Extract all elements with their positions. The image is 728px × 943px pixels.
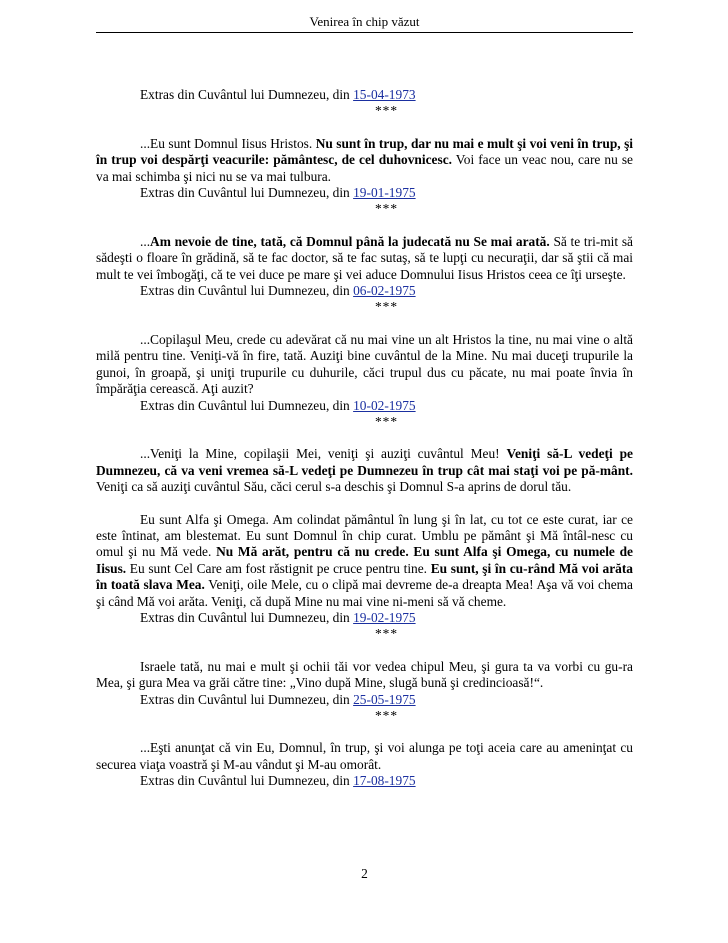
paragraph: ...Am nevoie de tine, tată, că Domnul până la judecată nu Se mai arată. Să te tri-mit să sădeşti o floare în grădină, să te fac doctor, să te fac sutaş, să te lupţi cu necuraţii, dar să ştii că mai mult te vei îmbogăţi, că te vei duce pe mare şi vei aduce Domnului Iisus Hristos ceea ce îţi urseşte. bbox=[96, 233, 633, 282]
extract-citation: Extras din Cuvântul lui Dumnezeu, din 15-04-1973 bbox=[140, 87, 416, 102]
date-link[interactable]: 10-02-1975 bbox=[353, 397, 416, 413]
paragraph: ...Veniţi la Mine, copilaşii Mei, veniţi şi auziţi cuvântul Meu! Veniţi să-L vedeţi pe Dumnezeu, că va veni vremea să-L vedeţi pe Dumnezeu în trup cât mai staţi voi pe pă-mânt. Veniţi ca să auziţi cuvântul Său, căci cerul s-a deschis şi Domnul S-a aprins de dorul tău. bbox=[96, 446, 633, 495]
paragraph: Israele tată, nu mai e mult şi ochii tăi vor vedea chipul Meu, şi gura ta va vorbi cu gu-ra Mea, şi gura Mea va grăi către tine: „Vino după Mine, slugă bună şi credincioasă!“. bbox=[96, 658, 633, 691]
extract-citation: Extras din Cuvântul lui Dumnezeu, din 06-02-1975 bbox=[140, 283, 416, 299]
date-link[interactable]: 19-02-1975 bbox=[353, 609, 416, 625]
extract-citation: Extras din Cuvântul lui Dumnezeu, din 10-02-1975 bbox=[140, 397, 416, 413]
separator-stars: *** bbox=[374, 201, 399, 217]
separator-stars: *** bbox=[374, 103, 399, 119]
header-divider bbox=[96, 32, 633, 33]
separator-stars: *** bbox=[374, 626, 399, 642]
extract-citation: Extras din Cuvântul lui Dumnezeu, din 19-02-1975 bbox=[140, 609, 416, 625]
date-link[interactable]: 06-02-1975 bbox=[353, 283, 416, 299]
date-link[interactable]: 25-05-1975 bbox=[353, 691, 416, 707]
paragraph: ...Copilaşul Meu, crede cu adevărat că nu mai vine un alt Hristos la tine, nu mai vine o altă milă pentru tine. Veniţi-vă în fire, tată. Auziţi bine cuvântul de la Mine. Nu mai duceţi trupurile la gunoi, în groapă, şi uniţi trupurile cu duhurile, căci trupul dus cu păcate, nu mai poate învia în împărăţia cerească. Aţi auzit? bbox=[96, 331, 633, 397]
date-link[interactable]: 15-04-1973 bbox=[353, 87, 416, 102]
extract-citation: Extras din Cuvântul lui Dumnezeu, din 17-08-1975 bbox=[140, 773, 416, 789]
running-header: Venirea în chip văzut bbox=[309, 14, 420, 29]
document-body bbox=[96, 87, 633, 790]
extract-citation: Extras din Cuvântul lui Dumnezeu, din 25-05-1975 bbox=[140, 691, 416, 707]
paragraph: Eu sunt Alfa şi Omega. Am colindat pământul în lung şi în lat, cu tot ce este curat, iar ce este întinat, am blestemat. Eu sunt Domnul în chip curat. Umblu pe pământ şi Mă întâl-nesc cu omul şi nu Mă vede. Nu Mă arăt, pentru că nu crede. Eu sunt Alfa şi Omega, cu numele de Iisus. Eu sunt Cel Care am fost răstignit pe cruce pentru tine. Eu sunt, şi în cu-rând Mă voi arăta în toată slava Mea. Veniţi, oile Mele, cu o clipă mai devreme de-a dreapta Mea! Aşa vă voi chema şi când Mă voi arăta. Veniţi, că după Mine nu mai vine ni-meni să vă cheme. bbox=[96, 511, 634, 609]
paragraph: ...Eu sunt Domnul Iisus Hristos. Nu sunt în trup, dar nu mai e mult şi voi veni în trup, şi în trup voi despărţi veacurile: pământesc, de cel duhovnicesc. Voi face un veac nou, care nu se va mai schimba şi nici nu se va mai tulbura. bbox=[96, 135, 633, 184]
extract-citation: Extras din Cuvântul lui Dumnezeu, din 19-01-1975 bbox=[140, 185, 416, 201]
date-link[interactable]: 17-08-1975 bbox=[353, 773, 416, 789]
separator-stars: *** bbox=[374, 413, 399, 429]
date-link[interactable]: 19-01-1975 bbox=[353, 185, 416, 201]
page-number: 2 bbox=[361, 866, 368, 881]
separator-stars: *** bbox=[374, 708, 399, 723]
separator-stars: *** bbox=[374, 299, 399, 315]
paragraph: ...Eşti anunţat că vin Eu, Domnul, în trup, şi voi alunga pe toţi aceia care au ameninţat cu securea viaţa voastră şi M-au vândut şi M-au omorât. bbox=[96, 740, 633, 772]
